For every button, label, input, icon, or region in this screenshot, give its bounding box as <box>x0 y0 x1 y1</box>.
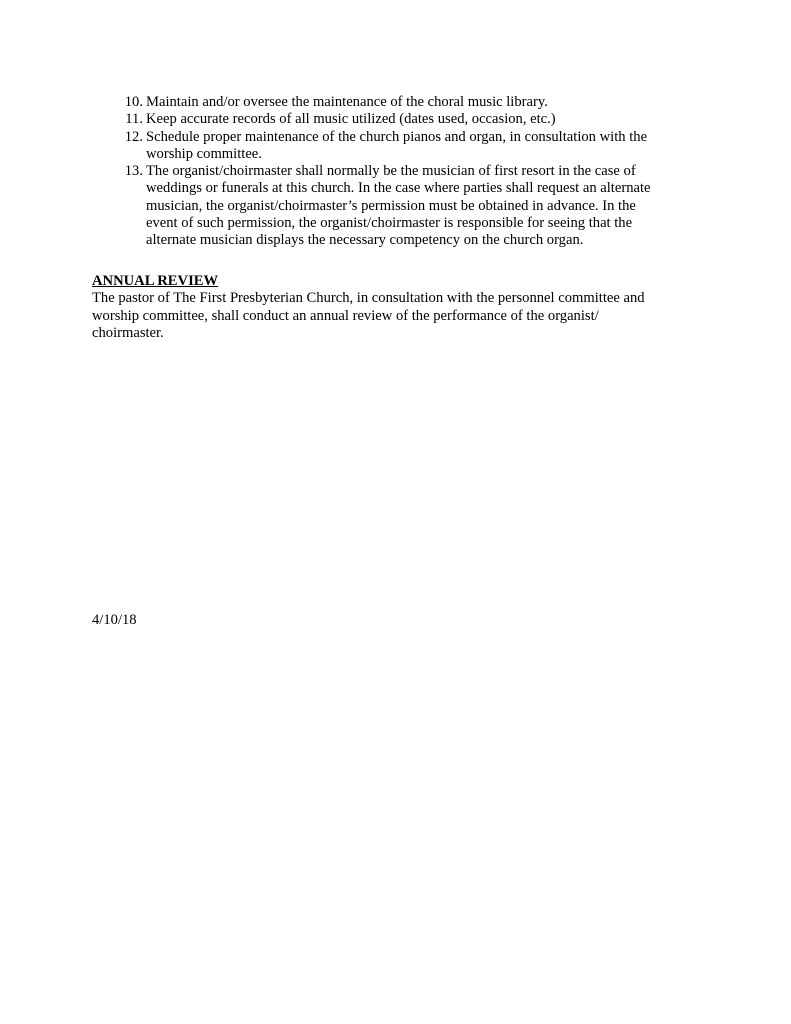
list-item-text: Schedule proper maintenance of the church pianos and organ, in consultation with the worship committee. <box>146 128 648 162</box>
section-body: The pastor of The First Presbyterian Church, in consultation with the personnel committee and worship committee, shall conduct an annual review of the performance of the organist/ choirmaster. <box>92 290 645 341</box>
annual-review-section <box>92 273 712 342</box>
list-item-number: 13. <box>124 163 143 180</box>
list-item-text: Maintain and/or oversee the maintenance of the choral music library. <box>146 94 548 110</box>
list-item-text: Keep accurate records of all music utilized (dates used, occasion, etc.) <box>146 111 556 128</box>
list-item-number: 10. <box>124 94 143 110</box>
list-item-number: 11. <box>125 111 143 128</box>
list-item <box>121 111 681 128</box>
list-item <box>121 94 681 111</box>
list-item-number: 12. <box>124 128 143 145</box>
duties-list <box>121 94 681 250</box>
list-item-text: The organist/choirmaster shall normally be the musician of first resort in the case of weddings or funerals at this church. In the case where parties shall request an alternate musician, the organist/choirmaster’s permission must be obtained in advance. In the event of such permission, the organist/choirmaster is responsible for seeing that the alternate musician displays the necessary competency on the church organ. <box>146 163 651 249</box>
list-item <box>121 163 681 249</box>
section-heading: ANNUAL REVIEW <box>92 273 219 289</box>
document-date: 4/10/18 <box>92 612 137 628</box>
list-item <box>121 129 681 164</box>
